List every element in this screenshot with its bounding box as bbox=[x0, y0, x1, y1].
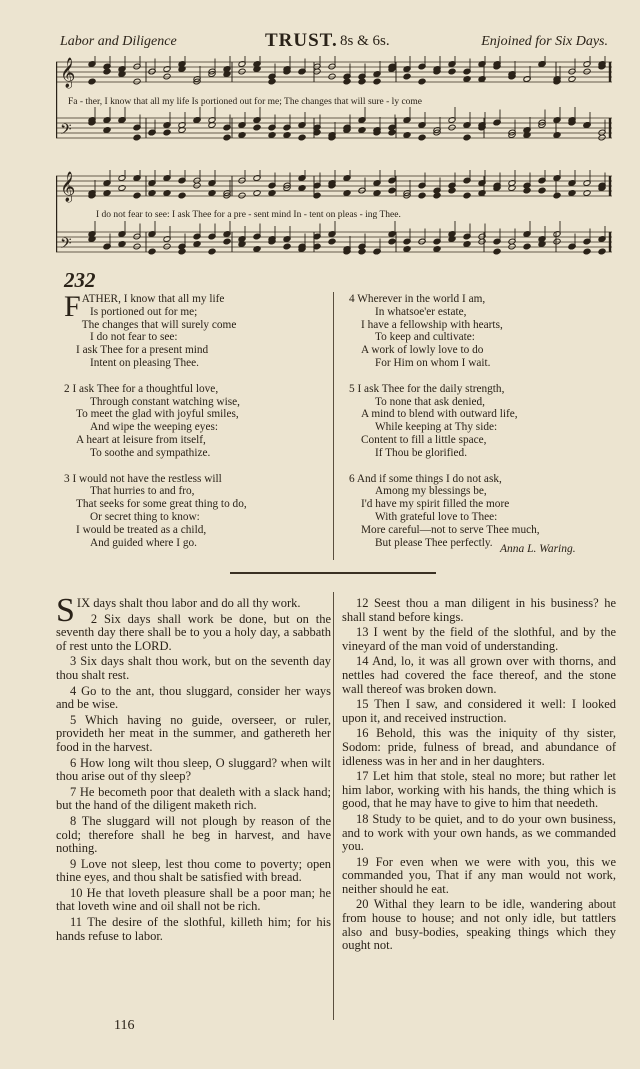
stanza-line: I'd have my spirit filled the more bbox=[361, 498, 510, 511]
music-staves-2 bbox=[56, 170, 612, 270]
hymn-number: 232 bbox=[64, 268, 96, 292]
note-head bbox=[583, 68, 591, 75]
stanza-line: And wipe the weeping eyes: bbox=[90, 421, 218, 434]
treble-clef-icon: 𝄞 bbox=[60, 58, 76, 88]
stanza-line: While keeping at Thy side: bbox=[375, 421, 498, 434]
note-head bbox=[283, 243, 291, 250]
stanza-line: A heart at leisure from itself, bbox=[76, 433, 206, 446]
stanza-line: A work of lowly love to do bbox=[361, 344, 484, 357]
stanza-line: To keep and cultivate: bbox=[375, 331, 475, 344]
note-head bbox=[553, 238, 561, 245]
scripture-column-right bbox=[342, 597, 616, 955]
note-head bbox=[403, 73, 411, 80]
bass-clef-icon: 𝄢 bbox=[60, 121, 72, 142]
note-head bbox=[253, 124, 261, 131]
stanza-line: I would be treated as a child, bbox=[76, 523, 207, 536]
lyrics-line-2: I do not fear to see: I ask Thee for a pre - sent mind In - tent on pleas - ing Thee. bbox=[96, 210, 401, 220]
note-head bbox=[178, 192, 186, 199]
stanza-line: 3 I would not have the restless will bbox=[64, 472, 222, 485]
scripture-verse: 8 The sluggard will not plough by reason of the cold; therefore shall he beg in harvest, and have nothing. bbox=[56, 813, 331, 856]
stanza-line: That seeks for some great thing to do, bbox=[76, 498, 247, 511]
note-head bbox=[238, 192, 246, 199]
stanza-line: The changes that will surely come bbox=[81, 318, 237, 331]
scripture-verse: 17 Let him that stole, steal no more; but rather let him labor, working with his hands, the thing which is good, that he may have to give to him that needeth. bbox=[342, 769, 616, 811]
note-head bbox=[133, 192, 141, 199]
page-number: 116 bbox=[114, 1018, 135, 1033]
lyrics-line-1: Fa - ther, I know that all my life Is portioned out for me; The changes that will sure - ly come bbox=[68, 97, 423, 107]
scripture-verse: 19 For even when we were with you, this we commanded you, That if any man would not work, neither should he eat. bbox=[342, 854, 616, 896]
note-head bbox=[388, 238, 396, 245]
tune-meter: 8s & 6s. bbox=[340, 33, 390, 49]
hymn-column-left bbox=[64, 290, 247, 562]
stanza-line: Or secret thing to know: bbox=[90, 510, 200, 523]
stanza-line: For Him on whom I wait. bbox=[375, 356, 491, 369]
note-head bbox=[208, 248, 216, 255]
note-head bbox=[163, 73, 171, 80]
hymn-author: Anna L. Waring. bbox=[500, 543, 576, 555]
music-system-2 bbox=[56, 170, 612, 270]
scripture-verse: 12 Seest thou a man diligent in his business? he shall stand before kings. bbox=[342, 596, 616, 624]
note-head bbox=[328, 238, 336, 245]
note-head bbox=[133, 243, 141, 250]
stanza bbox=[349, 383, 540, 460]
stanza-line: I have a fellowship with hearts, bbox=[361, 318, 503, 331]
scripture-verse: 10 He that loveth pleasure shall be a poor man; he that loveth wine and oil shall not be rich. bbox=[56, 885, 331, 914]
stanza-line: To none that ask denied, bbox=[375, 395, 485, 408]
note-head bbox=[163, 243, 171, 250]
stanza bbox=[349, 473, 540, 550]
note-head bbox=[388, 187, 396, 194]
note-head bbox=[133, 134, 141, 141]
scripture-verse: 9 Love not sleep, lest thou come to poverty; open thine eyes, and thou shalt be satisfied with bread. bbox=[56, 856, 331, 885]
section-rule bbox=[230, 572, 436, 574]
scripture-column-left bbox=[56, 592, 331, 945]
stanza-line: Intent on pleasing Thee. bbox=[90, 356, 199, 369]
note-head bbox=[373, 78, 381, 85]
stanza bbox=[349, 293, 540, 370]
note-head bbox=[493, 248, 501, 255]
stanza-line: That hurries to and fro, bbox=[90, 485, 195, 498]
treble-clef-icon: 𝄞 bbox=[60, 172, 76, 202]
stanza bbox=[64, 383, 247, 460]
scripture-verse: 3 Six days shalt thou work, but on the seventh day thou shalt rest. bbox=[56, 654, 331, 682]
scripture-verse: 15 Then I saw, and considered it well: I looked upon it, and received instruction. bbox=[342, 697, 616, 725]
scripture-verse: 14 And, lo, it was all grown over with thorns, and nettles had covered the face thereof, and the stone wall thereof was broken down. bbox=[342, 654, 616, 696]
stanza-line: And guided where I go. bbox=[90, 536, 197, 549]
note-head bbox=[223, 238, 231, 245]
stanza-line: In whatsoe'er estate, bbox=[375, 305, 467, 318]
stanza-line: If Thou be glorified. bbox=[375, 446, 468, 459]
tune-title: TRUST. bbox=[265, 30, 338, 51]
scripture-verse: 18 Study to be quiet, and to do your own business, and to work with your own hands, as we commanded you. bbox=[342, 811, 616, 854]
scripture-verse: 20 Withal they learn to be idle, wandering about from house to house; and not only idle, but tattlers also and busy-bodies, speaking things which they ought not. bbox=[342, 897, 616, 953]
stanza-line: To meet the glad with joyful smiles, bbox=[76, 408, 239, 421]
note-head bbox=[148, 248, 156, 255]
stanza-line: Content to fill a little space, bbox=[361, 433, 487, 446]
note-head bbox=[523, 243, 531, 250]
scripture-verse: 2 Six days shall work be done, but on the seventh day there shall be to you a holy day, a sabbath of rest unto the LORD. bbox=[56, 611, 331, 653]
note-head bbox=[448, 68, 456, 75]
note-head bbox=[133, 78, 141, 85]
stanza-line: 5 I ask Thee for the daily strength, bbox=[349, 382, 505, 395]
stanza bbox=[64, 290, 247, 370]
topic-left: Labor and Diligence bbox=[60, 34, 177, 49]
stanza-line: 4 Wherever in the world I am, bbox=[349, 293, 486, 305]
note-head bbox=[463, 134, 471, 141]
note-head bbox=[223, 134, 231, 141]
stanza-line: But please Thee perfectly. bbox=[375, 536, 493, 549]
note-head bbox=[418, 192, 426, 199]
stanza-line: I ask Thee for a present mind bbox=[76, 344, 209, 357]
scripture-divider bbox=[333, 592, 334, 1020]
bass-clef-icon: 𝄢 bbox=[60, 235, 72, 256]
note-head bbox=[538, 187, 546, 194]
topic-right: Enjoined for Six Days. bbox=[481, 34, 608, 49]
stanza-line: More careful—not to serve Thee much, bbox=[361, 523, 540, 536]
note-head bbox=[163, 129, 171, 136]
scripture-verse: 6 How long wilt thou sleep, O sluggard? when wilt thou arise out of thy sleep? bbox=[56, 755, 331, 784]
note-head bbox=[463, 192, 471, 199]
stanza-line: 6 And if some things I do not ask, bbox=[349, 472, 502, 485]
stanza-line: I do not fear to see: bbox=[90, 331, 178, 344]
note-head bbox=[448, 124, 456, 131]
note-head bbox=[553, 192, 561, 199]
stanza-line: Among my blessings be, bbox=[375, 485, 487, 498]
stanza bbox=[64, 473, 247, 550]
scripture-verse: 13 I went by the field of the slothful, and by the vineyard of the man void of understanding. bbox=[342, 625, 616, 653]
note-head bbox=[88, 78, 96, 85]
hymn-column-right bbox=[349, 293, 540, 562]
scripture-verse: 11 The desire of the slothful, killeth him; for his hands refuse to labor. bbox=[56, 915, 331, 943]
stanza-line: Is portioned out for me; bbox=[90, 305, 198, 318]
scripture-verse: 5 Which having no guide, overseer, or ruler, provideth her meat in the summer, and gathereth her food in the harvest. bbox=[56, 712, 331, 754]
stanza-line: To soothe and sympathize. bbox=[90, 446, 211, 459]
scripture-verse: 4 Go to the ant, thou sluggard, consider her ways and be wise. bbox=[56, 683, 331, 712]
column-divider bbox=[333, 292, 334, 560]
note-head bbox=[583, 248, 591, 255]
scripture-verse: SIX days shalt thou labor and do all thy work. bbox=[56, 592, 301, 629]
stanza-line: Through constant watching wise, bbox=[90, 395, 240, 408]
note-head bbox=[418, 78, 426, 85]
stanza-line: With grateful love to Thee: bbox=[375, 510, 498, 523]
note-head bbox=[418, 134, 426, 141]
scripture-verse: 7 He becometh poor that dealeth with a slack hand; but the hand of the diligent maketh rich. bbox=[56, 784, 331, 813]
note-head bbox=[238, 68, 246, 75]
stanza-line: 2 I ask Thee for a thoughtful love, bbox=[64, 382, 219, 395]
note-head bbox=[298, 134, 306, 141]
stanza-line: FATHER, I know that all my life bbox=[64, 290, 225, 323]
note-head bbox=[328, 73, 336, 80]
note-head bbox=[598, 248, 606, 255]
scripture-verse: 16 Behold, this was the iniquity of thy sister, Sodom: pride, fulness of bread, and abundance of idleness was in her and in her daughters. bbox=[342, 726, 616, 768]
stanza-line: A mind to blend with outward life, bbox=[361, 408, 518, 421]
